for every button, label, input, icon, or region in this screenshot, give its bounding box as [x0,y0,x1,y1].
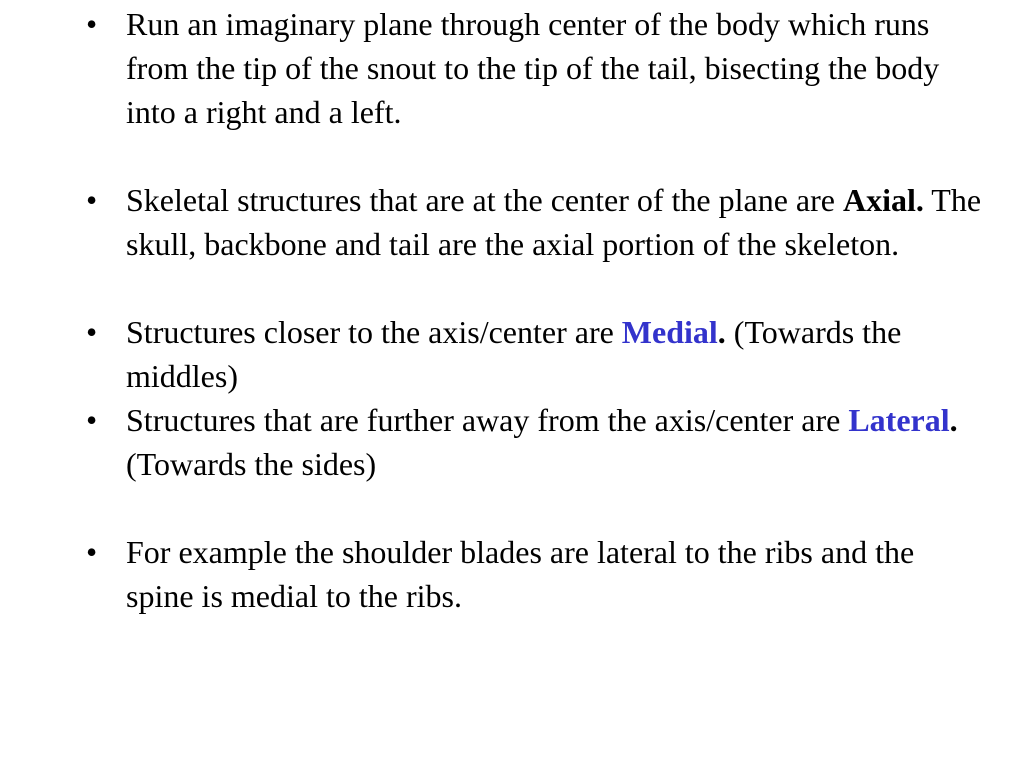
bullet-text: Skeletal structures that are at the center of the plane are [126,182,843,218]
bullet-list [86,2,986,618]
bullet-text: Structures that are further away from the axis/center are [126,402,849,438]
bullet-item-medial [86,310,986,398]
bullet-dot: • [86,402,98,438]
bullet-dot: • [86,314,98,350]
term-period: . [949,402,958,438]
bullet-dot: • [86,6,98,42]
bullet-dot: • [86,534,98,570]
bullet-item-axial [86,178,986,266]
bullet-text-continued: The skull, backbone and tail are the axial portion of the skeleton. [126,182,982,262]
bullet-text: Structures closer to the axis/center are [126,314,622,350]
bullet-item-lateral [86,398,986,486]
bullet-item-plane [86,2,986,134]
term-axial: Axial. [842,182,924,218]
bullet-text-continued: (Towards the sides) [126,446,377,482]
term-medial: Medial [621,314,718,350]
bullet-text-continued: (Towards the middles) [126,314,902,394]
bullet-text: For example the shoulder blades are lateral to the ribs and the spine is medial to the ribs. [126,534,915,614]
term-period: . [717,314,726,350]
bullet-item-example [86,530,986,618]
bullet-dot: • [86,182,98,218]
bullet-text: Run an imaginary plane through center of the body which runs from the tip of the snout to the tip of the tail, bisecting the body into a right and a left. [126,6,940,130]
term-lateral: Lateral [848,402,950,438]
